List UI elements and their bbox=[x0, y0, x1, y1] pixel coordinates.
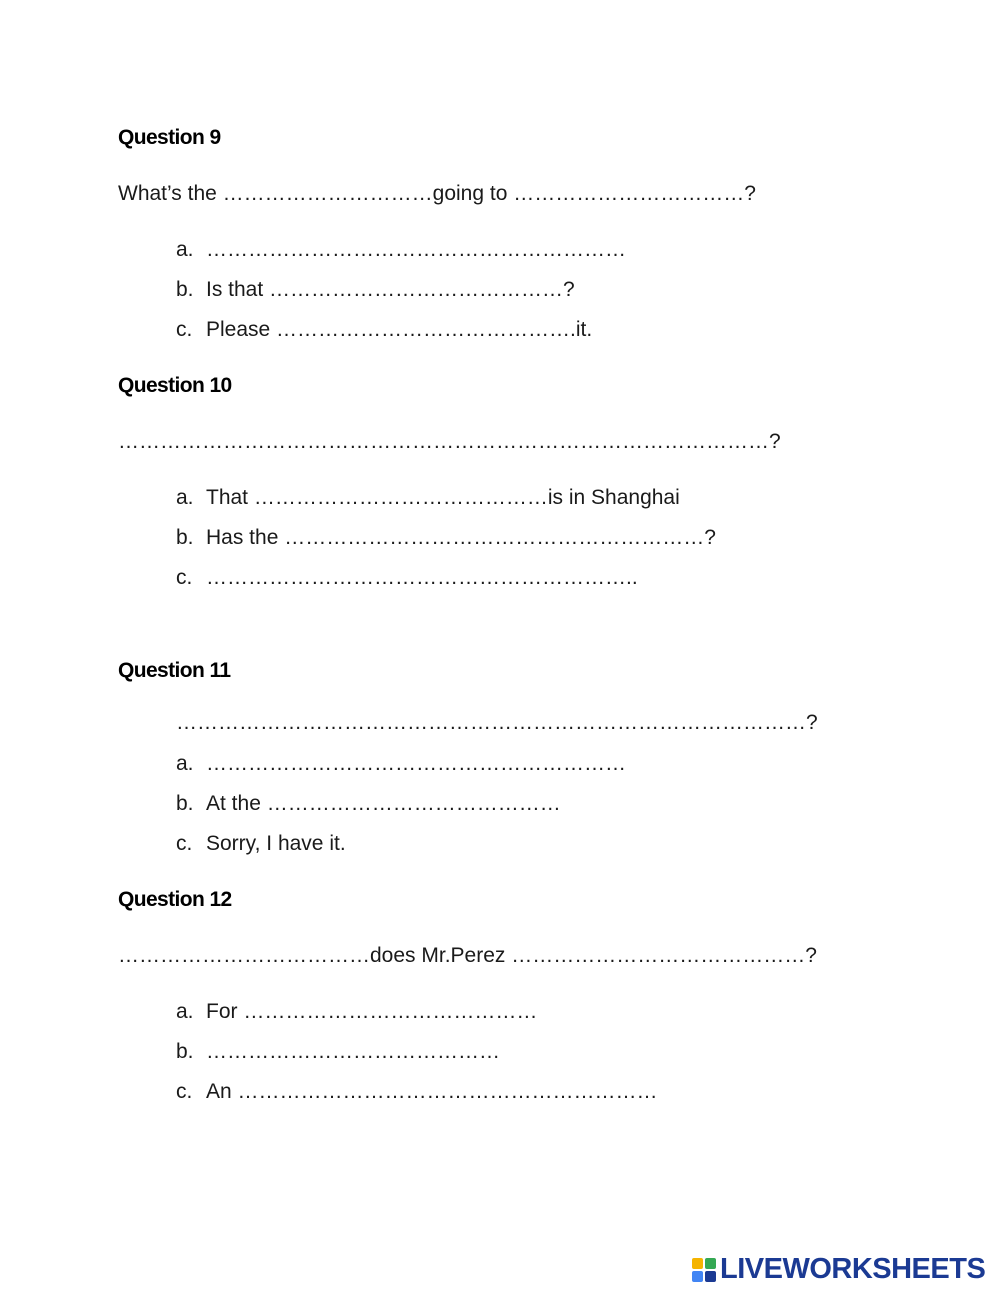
question-10-option-b[interactable] bbox=[176, 526, 716, 550]
option-text: …………………………………… bbox=[206, 1040, 500, 1063]
logo-square bbox=[705, 1271, 716, 1282]
question-11-option-a[interactable] bbox=[176, 752, 626, 776]
option-text: Is that ……………………………………? bbox=[206, 278, 575, 301]
logo-square bbox=[705, 1258, 716, 1269]
option-letter: c. bbox=[176, 566, 193, 589]
option-text: Has the ……………………………………………………? bbox=[206, 526, 716, 549]
question-11-title: Question 11 bbox=[118, 659, 231, 682]
question-9-title: Question 9 bbox=[118, 126, 221, 149]
question-12-prompt[interactable]: ………………………………does Mr.Perez ……………………………………? bbox=[118, 944, 817, 967]
option-letter: c. bbox=[176, 832, 193, 855]
option-letter: c. bbox=[176, 318, 193, 341]
option-letter: a. bbox=[176, 1000, 194, 1023]
option-letter: a. bbox=[176, 238, 194, 261]
option-text: …………………………………………………… bbox=[206, 752, 626, 775]
option-text: For …………………………………… bbox=[206, 1000, 538, 1023]
question-11-option-c[interactable] bbox=[176, 832, 346, 856]
question-10-option-a[interactable] bbox=[176, 486, 680, 510]
option-text: Please …………………………………….it. bbox=[206, 318, 593, 341]
logo-square bbox=[692, 1271, 703, 1282]
option-text: That ……………………………………is in Shanghai bbox=[206, 486, 680, 509]
question-9-option-c[interactable] bbox=[176, 318, 592, 342]
question-12-option-a[interactable] bbox=[176, 1000, 537, 1024]
logo-square bbox=[692, 1258, 703, 1269]
question-12-option-b[interactable] bbox=[176, 1040, 500, 1064]
question-9-prompt[interactable]: What’s the …………………………going to ……………………………? bbox=[118, 182, 756, 205]
question-11-option-b[interactable] bbox=[176, 792, 561, 816]
question-11-prompt[interactable]: ………………………………………………………………………………? bbox=[176, 711, 818, 734]
question-12-option-c[interactable] bbox=[176, 1080, 658, 1104]
option-letter: b. bbox=[176, 278, 194, 301]
option-letter: a. bbox=[176, 486, 194, 509]
option-text: At the …………………………………… bbox=[206, 792, 561, 815]
question-10-option-c[interactable] bbox=[176, 566, 638, 590]
option-letter: c. bbox=[176, 1080, 193, 1103]
option-letter: b. bbox=[176, 792, 194, 815]
option-text: …………………………………………………….. bbox=[206, 566, 638, 589]
option-text: …………………………………………………… bbox=[206, 238, 626, 261]
logo-text: LIVEWORKSHEETS bbox=[720, 1253, 986, 1285]
question-12-title: Question 12 bbox=[118, 888, 232, 911]
question-9-option-b[interactable] bbox=[176, 278, 575, 302]
question-10-title: Question 10 bbox=[118, 374, 232, 397]
option-text: Sorry, I have it. bbox=[206, 832, 346, 855]
question-10-prompt[interactable]: …………………………………………………………………………………? bbox=[118, 430, 781, 453]
option-letter: a. bbox=[176, 752, 194, 775]
question-9-option-a[interactable] bbox=[176, 238, 626, 262]
option-text: An …………………………………………………… bbox=[206, 1080, 658, 1103]
option-letter: b. bbox=[176, 526, 194, 549]
option-letter: b. bbox=[176, 1040, 194, 1063]
logo-squares-icon bbox=[692, 1258, 718, 1284]
